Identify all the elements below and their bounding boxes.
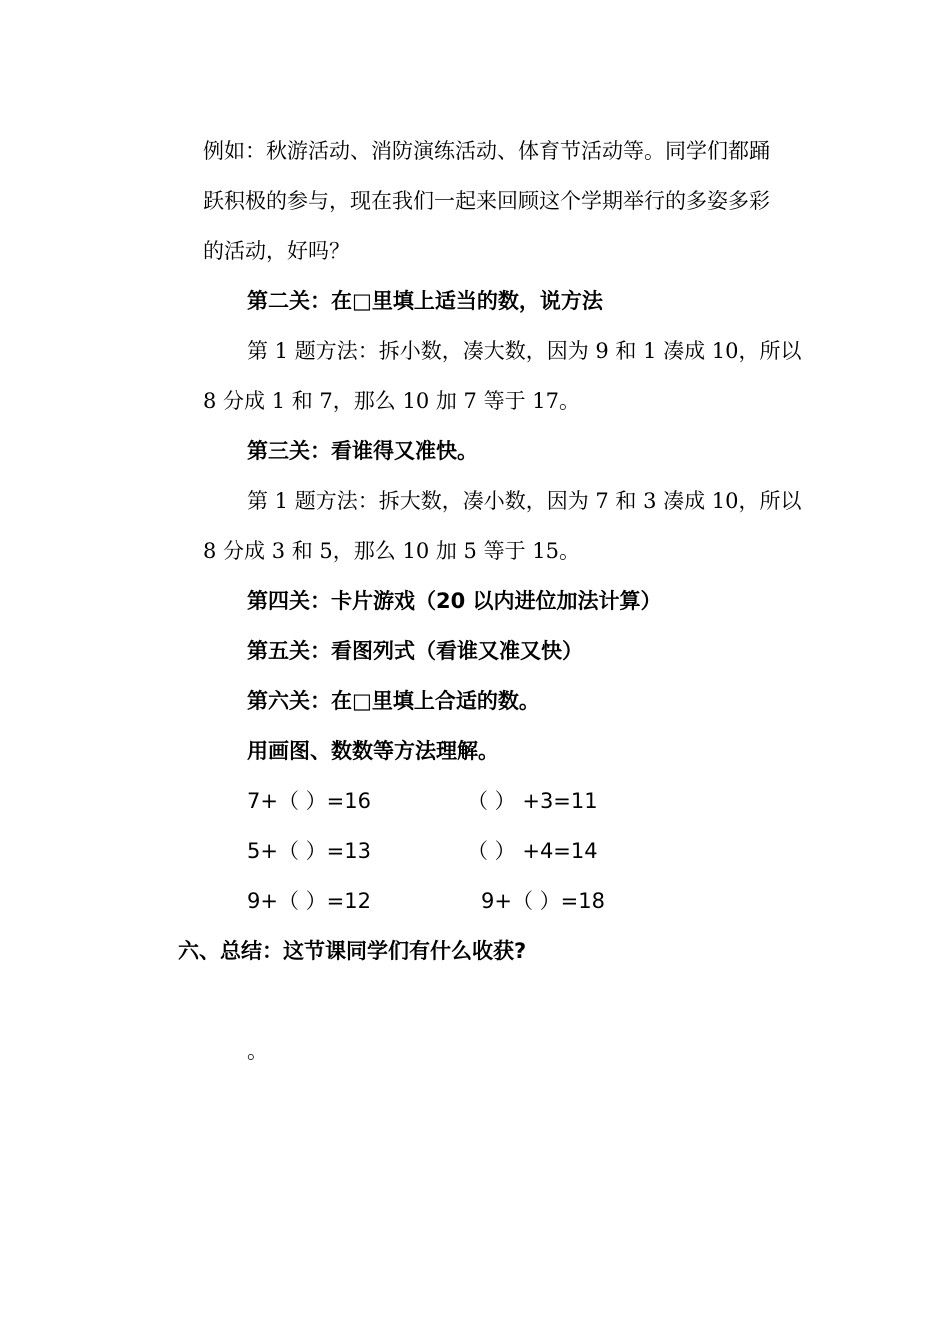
level2-method-line-2: 8 分成 1 和 7，那么 10 加 7 等于 17。 [203, 389, 580, 413]
intro-line-2: 跃积极的参与，现在我们一起来回顾这个学期举行的多姿多彩 [203, 189, 770, 213]
level5-title: 第五关：看图列式（看谁又准又快） [247, 639, 583, 663]
summary-title: 六、总结：这节课同学们有什么收获? [178, 939, 527, 963]
level3-method-line-1: 第 1 题方法：拆大数，凑小数，因为 7 和 3 凑成 10，所以 [247, 489, 802, 513]
equation-row2-left: 5+（ ）=13 [247, 839, 371, 863]
level6-hint: 用画图、数数等方法理解。 [247, 739, 499, 763]
equation-row2-right: （ ） +4=14 [467, 839, 598, 863]
equation-row1-right: （ ） +3=11 [467, 789, 598, 813]
intro-line-1: 例如：秋游活动、消防演练活动、体育节活动等。同学们都踊 [203, 139, 770, 163]
equation-row3-left: 9+（ ）=12 [247, 889, 371, 913]
equation-row3-right: 9+（ ）=18 [481, 889, 605, 913]
level2-method-line-1: 第 1 题方法：拆小数，凑大数，因为 9 和 1 凑成 10，所以 [247, 339, 802, 363]
intro-line-3: 的活动，好吗？ [203, 239, 350, 263]
level6-title: 第六关：在□里填上合适的数。 [247, 689, 540, 713]
equation-row1-left: 7+（ ）=16 [247, 789, 371, 813]
level2-title: 第二关：在□里填上适当的数，说方法 [247, 289, 603, 313]
level4-title: 第四关：卡片游戏（20 以内进位加法计算） [247, 589, 662, 613]
level3-title: 第三关：看谁得又准快。 [247, 439, 478, 463]
level3-method-line-2: 8 分成 3 和 5，那么 10 加 5 等于 15。 [203, 539, 580, 563]
trailing-mark: 。 [247, 1039, 268, 1063]
